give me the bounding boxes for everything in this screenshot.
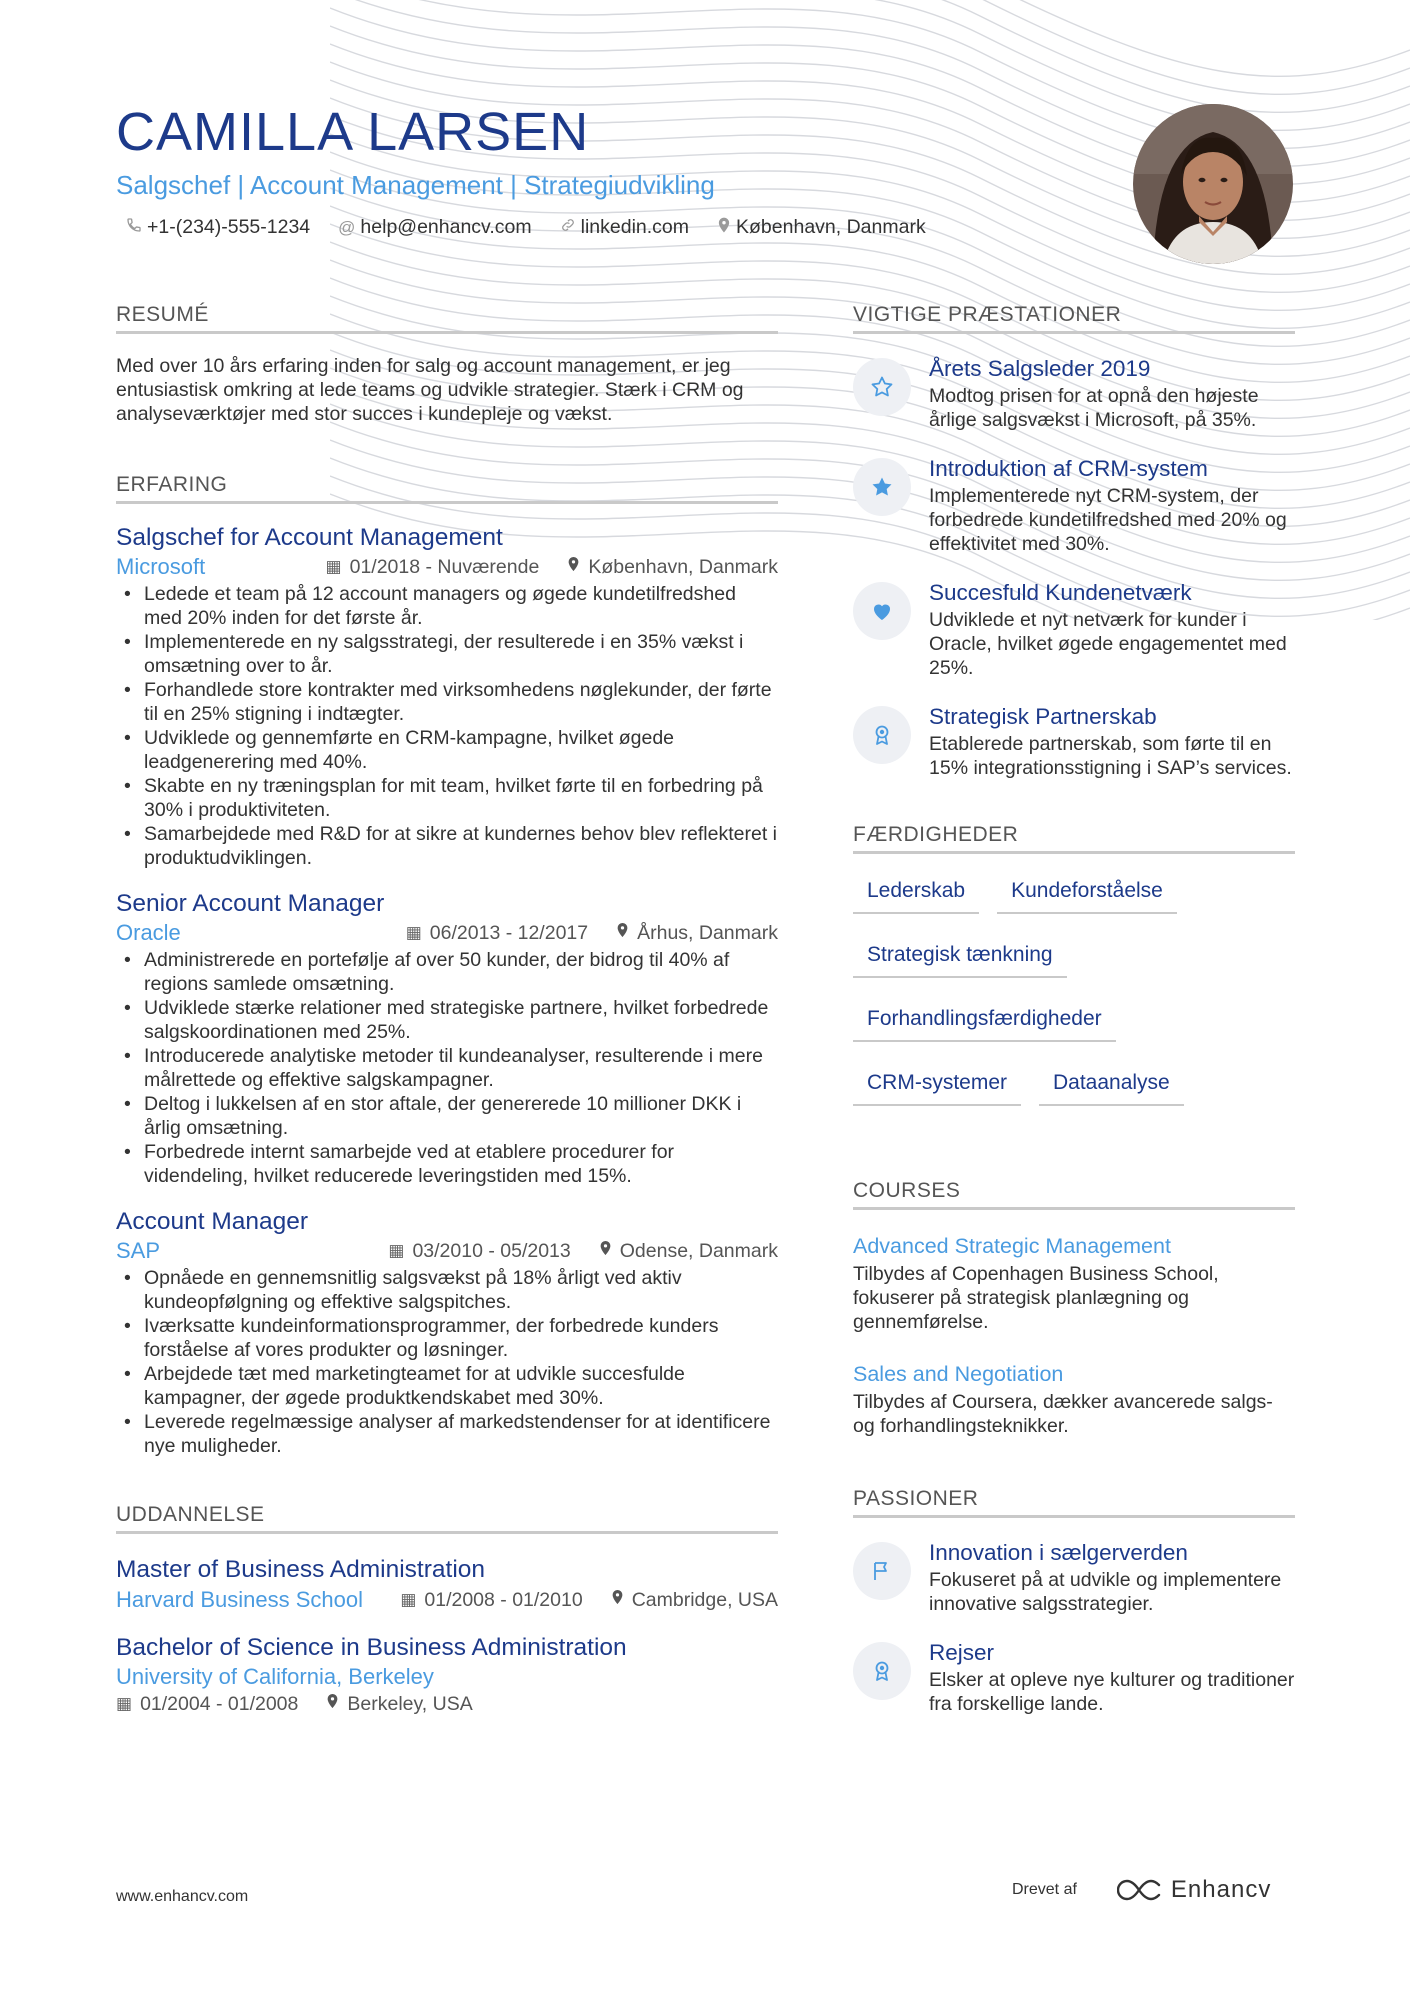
skill-tag: CRM-systemer xyxy=(853,1060,1021,1106)
brand-logo[interactable] xyxy=(1117,1876,1271,1904)
star-filled-icon xyxy=(853,458,911,516)
job-title: Senior Account Manager xyxy=(116,890,385,917)
education-location xyxy=(611,1586,778,1614)
candidate-subtitle: Salgschef | Account Management | Strategiudvikling xyxy=(116,170,715,200)
job-dates xyxy=(388,1238,570,1264)
contact-row xyxy=(116,216,1116,239)
education-entry xyxy=(116,1632,778,1718)
job-bullet: • Udviklede og gennemførte en CRM-kampagne, hvilket øgede leadgenerering med 40%. xyxy=(116,726,778,774)
education-location-text: Berkeley, USA xyxy=(347,1693,473,1715)
brand-name: Enhancv xyxy=(1170,1876,1272,1903)
location-pin-icon xyxy=(611,1586,624,1614)
job-bullet: • Arbejdede tæt med marketingteamet for at udvikle succesfulde kampagner, der øgede produktkendskabet med 30%. xyxy=(116,1362,778,1410)
education-location-text: Cambridge, USA xyxy=(631,1589,778,1611)
education-meta-right xyxy=(372,1586,778,1614)
passion-desc: Fokuseret på at udvikle og implementere innovative salgsstrategier. xyxy=(929,1569,1282,1615)
section-title-experience: ERFARING xyxy=(116,472,778,504)
job-dates-text: 01/2018 - Nuværende xyxy=(349,556,540,578)
skill-tag: Lederskab xyxy=(853,868,979,914)
job-bullet: • Forhandlede store kontrakter med virksomhedens nøglekunder, der førte til en 25% stigning i indtægter. xyxy=(116,678,778,726)
location-pin-icon xyxy=(567,554,580,580)
course-item xyxy=(853,1360,1295,1438)
job-meta-right xyxy=(378,920,778,946)
education-dates xyxy=(116,1690,298,1718)
contact-phone-text: +1-(234)-555-1234 xyxy=(147,216,311,238)
skill-tag: Kundeforståelse xyxy=(997,868,1177,914)
job-bullets xyxy=(116,1266,778,1458)
left-column xyxy=(116,302,778,1718)
job-bullet: • Implementerede en ny salgsstrategi, der resulterede i en 35% vækst i omsætning over to år. xyxy=(116,630,778,678)
wave-line xyxy=(330,0,1410,94)
achievement-body xyxy=(929,454,1295,556)
course-desc: Tilbydes af Copenhagen Business School, fokuserer på strategisk planlægning og gennemførelse. xyxy=(853,1263,1219,1333)
achievement-body xyxy=(929,578,1295,680)
award-icon xyxy=(853,1642,911,1700)
passion-body xyxy=(929,1538,1295,1616)
job-bullet: • Iværksatte kundeinformationsprogrammer, der forbedrede kunders forståelse af vores produkter og løsninger. xyxy=(116,1314,778,1362)
job-location xyxy=(599,1238,778,1264)
section-title-education: UDDANNELSE xyxy=(116,1502,778,1534)
achievement-item xyxy=(853,702,1295,780)
education-dates-text: 01/2008 - 01/2010 xyxy=(424,1589,583,1611)
resume-header xyxy=(116,100,1116,239)
job-company: SAP xyxy=(116,1238,161,1263)
job-bullet: • Opnåede en gennemsnitlig salgsvækst på 18% årligt ved aktiv kundeopfølgning og effektive salgspitches. xyxy=(116,1266,778,1314)
job-bullet: • Udviklede stærke relationer med strategiske partnere, hvilket forbedrede salgskoordinationen med 25%. xyxy=(116,996,778,1044)
powered-by-label: Drevet af xyxy=(1012,1881,1077,1898)
section-title-passions: PASSIONER xyxy=(853,1486,1295,1518)
passion-item xyxy=(853,1638,1295,1716)
job-bullet: • Leverede regelmæssige analyser af markedstendenser for at identificere nye muligheder. xyxy=(116,1410,778,1458)
education-location xyxy=(326,1690,472,1718)
location-pin-icon xyxy=(326,1690,339,1718)
achievement-title: Årets Salgsleder 2019 xyxy=(929,356,1151,381)
contact-linkedin[interactable] xyxy=(560,216,689,239)
job-company: Microsoft xyxy=(116,554,206,579)
achievement-item xyxy=(853,354,1295,432)
at-icon: @ xyxy=(338,217,356,237)
achievement-body xyxy=(929,702,1295,780)
job-location-text: København, Danmark xyxy=(588,556,778,578)
job-entry xyxy=(116,888,778,1188)
contact-email[interactable] xyxy=(338,216,531,239)
course-desc: Tilbydes af Coursera, dækker avancerede salgs- og forhandlingsteknikker. xyxy=(853,1391,1273,1437)
link-icon xyxy=(560,217,576,238)
job-meta xyxy=(116,554,778,580)
education-meta xyxy=(116,1690,778,1718)
job-dates xyxy=(326,554,540,580)
job-meta-right xyxy=(360,1238,778,1264)
heart-icon xyxy=(853,582,911,640)
contact-phone[interactable] xyxy=(126,216,310,239)
section-title-achievements: VIGTIGE PRÆSTATIONER xyxy=(853,302,1295,334)
footer-branding xyxy=(1012,1876,1271,1904)
skill-tag: Forhandlingsfærdigheder xyxy=(853,996,1116,1042)
passion-title: Rejser xyxy=(929,1640,995,1665)
education-degree: Bachelor of Science in Business Administration xyxy=(116,1634,627,1661)
job-bullet: • Deltog i lukkelsen af en stor aftale, der genererede 10 millioner DKK i årlig omsætning. xyxy=(116,1092,778,1140)
job-bullets xyxy=(116,582,778,870)
job-location-text: Århus, Danmark xyxy=(637,922,778,944)
location-pin-icon xyxy=(599,1238,612,1264)
achievement-desc: Udviklede et nyt netværk for kunder i Oracle, hvilket øgede engagementet med 25%. xyxy=(929,609,1287,679)
calendar-icon: ▦ xyxy=(405,923,422,942)
achievement-desc: Modtog prisen for at opnå den højeste årlige salgsvækst i Microsoft, på 35%. xyxy=(929,385,1259,431)
profile-photo xyxy=(1133,104,1293,264)
job-company: Oracle xyxy=(116,920,181,945)
passion-title: Innovation i sælgerverden xyxy=(929,1540,1188,1565)
contact-email-text: help@enhancv.com xyxy=(360,216,532,238)
course-title: Sales and Negotiation xyxy=(853,1362,1064,1386)
wave-line xyxy=(330,0,1410,112)
contact-location-text: København, Danmark xyxy=(736,216,926,238)
contact-location xyxy=(717,216,926,239)
star-outline-icon xyxy=(853,358,911,416)
section-title-skills: FÆRDIGHEDER xyxy=(853,822,1295,854)
job-bullet: • Administrerede en portefølje af over 50 kunder, der bidrog til 40% af regions samlede omsætning. xyxy=(116,948,778,996)
candidate-name: CAMILLA LARSEN xyxy=(116,102,590,162)
passion-item xyxy=(853,1538,1295,1616)
job-dates-text: 06/2013 - 12/2017 xyxy=(429,922,589,944)
job-location xyxy=(567,554,778,580)
job-bullet: • Samarbejdede med R&D for at sikre at kundernes behov blev reflekteret i produktudviklingen. xyxy=(116,822,778,870)
job-bullet: • Ledede et team på 12 account managers og øgede kundetilfredshed med 20% inden for det første år. xyxy=(116,582,778,630)
education-dates-text: 01/2004 - 01/2008 xyxy=(140,1693,299,1715)
calendar-icon: ▦ xyxy=(325,557,342,576)
job-bullet: • Skabte en ny træningsplan for mit team, hvilket førte til en forbedring på 30% i produktiviteten. xyxy=(116,774,778,822)
job-entry xyxy=(116,522,778,870)
course-item xyxy=(853,1232,1295,1334)
job-bullet: • Forbedrede internt samarbejde ved at etablere procedurer for videndeling, hvilket reducerede leveringstiden med 15%. xyxy=(116,1140,778,1188)
award-icon xyxy=(853,706,911,764)
job-meta-right xyxy=(298,554,778,580)
achievement-item xyxy=(853,578,1295,680)
job-location xyxy=(616,920,778,946)
location-pin-icon xyxy=(616,920,629,946)
job-bullet: • Introducerede analytiske metoder til kundeanalyser, resulterende i mere målrettede og effektive salgskampagner. xyxy=(116,1044,778,1092)
achievement-title: Strategisk Partnerskab xyxy=(929,704,1157,729)
summary-text: Med over 10 års erfaring inden for salg og account management, er jeg entusiastisk omkring at lede teams og udvikle strategier. Stærk i CRM og analyseværktøjer med stor succes i kundepleje og vækst. xyxy=(116,355,744,425)
job-title: Salgschef for Account Management xyxy=(116,524,503,551)
flag-icon xyxy=(853,1542,911,1600)
achievement-desc: Implementerede nyt CRM-system, der forbedrede kundetilfredshed med 20% og effektivitet med 30%. xyxy=(929,485,1287,555)
skill-tag: Strategisk tænkning xyxy=(853,932,1067,978)
education-degree: Master of Business Administration xyxy=(116,1556,486,1583)
location-pin-icon xyxy=(717,217,731,238)
contact-linkedin-text: linkedin.com xyxy=(580,216,690,238)
job-meta xyxy=(116,1238,778,1264)
passion-desc: Elsker at opleve nye kulturer og traditioner fra forskellige lande. xyxy=(929,1669,1295,1715)
skills-list xyxy=(853,868,1295,1116)
passion-body xyxy=(929,1638,1295,1716)
enhancv-logo-icon xyxy=(1117,1878,1163,1902)
job-dates xyxy=(406,920,588,946)
section-title-courses: COURSES xyxy=(853,1178,1295,1210)
right-column xyxy=(853,302,1295,1716)
job-meta xyxy=(116,920,778,946)
wave-line xyxy=(330,0,1410,76)
achievement-title: Succesfuld Kundenetværk xyxy=(929,580,1192,605)
education-entry xyxy=(116,1554,778,1614)
achievement-desc: Etablerede partnerskab, som førte til en 15% integrationsstigning i SAP’s services. xyxy=(929,733,1292,779)
skill-tag: Dataanalyse xyxy=(1039,1060,1184,1106)
education-dates xyxy=(400,1586,582,1614)
job-dates-text: 03/2010 - 05/2013 xyxy=(412,1240,571,1262)
achievement-body xyxy=(929,354,1295,432)
course-title: Advanced Strategic Management xyxy=(853,1234,1171,1258)
job-bullets xyxy=(116,948,778,1188)
footer-website[interactable]: www.enhancv.com xyxy=(116,1888,249,1905)
job-location-text: Odense, Danmark xyxy=(619,1240,778,1262)
education-school: Harvard Business School xyxy=(116,1587,364,1612)
education-meta xyxy=(116,1586,778,1614)
achievement-title: Introduktion af CRM-system xyxy=(929,456,1208,481)
job-entry xyxy=(116,1206,778,1458)
calendar-icon: ▦ xyxy=(388,1241,405,1260)
phone-icon xyxy=(126,217,142,238)
job-title: Account Manager xyxy=(116,1208,309,1235)
achievement-item xyxy=(853,454,1295,556)
section-title-summary: RESUMÉ xyxy=(116,302,778,334)
calendar-icon: ▦ xyxy=(400,1590,417,1609)
calendar-icon: ▦ xyxy=(116,1694,133,1713)
education-school: University of California, Berkeley xyxy=(116,1664,434,1689)
